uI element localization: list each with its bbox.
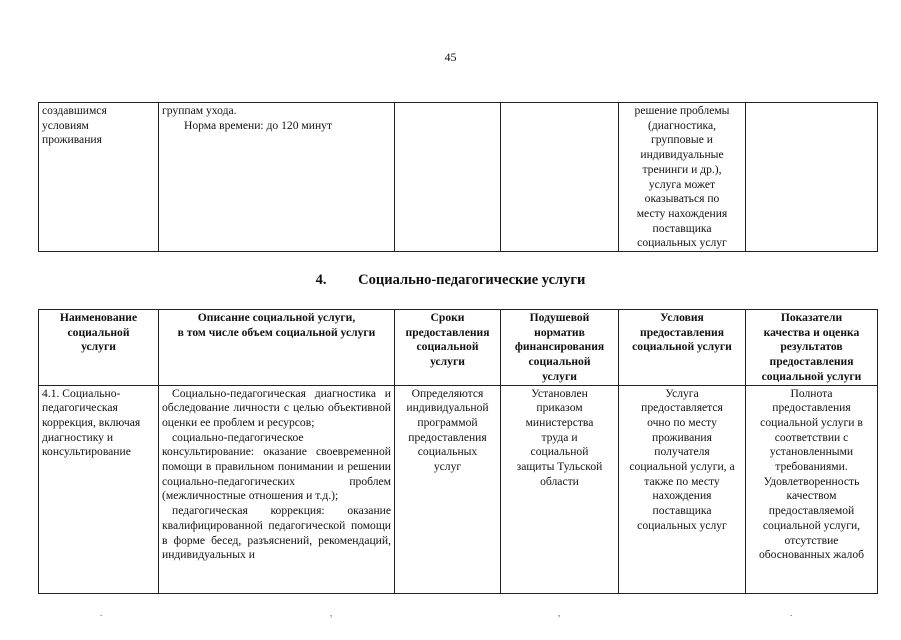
text-line: услуга может	[648, 177, 716, 191]
header-line: услуги	[81, 340, 116, 354]
header-line: услуги	[542, 369, 577, 383]
text-line: создавшимся	[42, 104, 107, 117]
text-line: социальных	[417, 445, 478, 459]
section-heading	[0, 272, 901, 289]
cell-conditions	[619, 385, 746, 593]
text-line: диагностику и	[42, 430, 114, 444]
text-line: области	[540, 474, 579, 488]
header-line: норматив	[534, 325, 585, 339]
cell-service-name	[39, 103, 159, 252]
cell-terms	[395, 385, 501, 593]
text-line: индивидуальной	[406, 401, 489, 415]
header-line: социальной услуги	[632, 340, 732, 354]
text-line: получателя	[654, 445, 710, 459]
header-line: Сроки	[430, 311, 465, 324]
text-line: установленными	[769, 445, 854, 459]
section-number: 4.	[315, 272, 327, 288]
header-indicators	[746, 310, 878, 386]
text-line: группам ухода.	[162, 104, 237, 117]
cell-empty	[395, 103, 501, 252]
time-norm: Норма времени: до 120 минут	[184, 118, 333, 132]
header-line: Показатели	[780, 311, 843, 324]
text-line: социальной	[530, 445, 589, 459]
page-number: 45	[444, 50, 457, 64]
text-line: соответствии с	[774, 430, 849, 444]
text-line: решение проблемы	[634, 104, 730, 117]
header-line: Наименование	[59, 311, 138, 324]
text-line: индивидуальные	[640, 148, 724, 162]
header-line: предоставления	[769, 355, 854, 369]
text-line: Определяются	[411, 386, 484, 400]
header-description	[159, 310, 395, 386]
cell-description	[159, 385, 395, 593]
header-line: финансирования	[514, 340, 605, 354]
text-line: предоставляемой	[768, 504, 855, 518]
table-row	[39, 385, 878, 593]
text-line: педагогическая	[42, 401, 118, 415]
text-line: предоставления	[772, 401, 851, 415]
header-line: Описание социальной услуги,	[197, 311, 356, 324]
header-terms	[395, 310, 501, 386]
text-line: 4.1. Социально-	[42, 386, 121, 400]
text-line: программой	[417, 415, 478, 429]
header-line: в том числе объем социальной услуги	[177, 325, 376, 339]
text-line: качеством	[786, 489, 837, 503]
cell-indicators	[746, 385, 878, 593]
text-line: (диагностика,	[647, 118, 717, 132]
header-funding	[501, 310, 619, 386]
section-title: Социально-педагогические услуги	[358, 272, 586, 288]
scan-artifact: ,	[558, 608, 561, 618]
header-line: Подушевой	[529, 311, 590, 324]
text-line: социальной услуги в	[760, 415, 863, 429]
text-line: отсутствие	[784, 533, 839, 547]
header-line: качества и оценка	[763, 325, 860, 339]
header-line: социальной	[416, 340, 479, 354]
text-line: социальных услуг	[637, 518, 727, 532]
text-line: Установлен	[531, 386, 588, 400]
text-line: оказываться по	[644, 192, 720, 206]
services-table	[38, 309, 878, 594]
text-line: поставщика	[652, 504, 712, 518]
header-line: социальной	[67, 325, 130, 339]
text-line: коррекция, включая	[42, 415, 141, 429]
text-line: очно по месту	[647, 415, 717, 429]
header-line: социальной услуги	[761, 369, 862, 383]
header-line: результатов	[780, 340, 843, 354]
description-paragraph: педагогическая коррекция: оказание квалифицированной педагогической помощи в форме бесед, разъяснений, рекомендаций, индивидуальных и	[162, 504, 391, 562]
header-service-name	[39, 310, 159, 386]
cell-service-name	[39, 385, 159, 593]
text-line: поставщика	[652, 221, 712, 235]
cell-description	[159, 103, 395, 252]
text-line: министерства	[525, 415, 594, 429]
cell-empty	[746, 103, 878, 252]
header-conditions	[619, 310, 746, 386]
scan-artifact: .	[100, 608, 103, 618]
table-row	[39, 103, 878, 252]
text-line: предоставления	[408, 430, 487, 444]
header-line: предоставления	[640, 325, 724, 339]
text-line: Услуга	[665, 386, 699, 400]
header-line: услуги	[430, 355, 465, 369]
scan-artifact: ,	[330, 608, 333, 618]
cell-conditions	[619, 103, 746, 252]
text-line: также по месту	[644, 474, 720, 488]
description-paragraph: социально-педагогическое консультирование: оказание своевременной помощи в правильном понимании и решении социально-педагогических проблем (межличностные отношения и т.д.);	[162, 430, 391, 503]
text-line: Полнота	[790, 386, 833, 400]
text-line: труда и	[541, 430, 578, 444]
scan-artifact: .	[790, 608, 793, 618]
cell-funding	[501, 385, 619, 593]
text-line: проживания	[42, 133, 102, 147]
text-line: Удовлетворенность	[763, 474, 860, 488]
text-line: нахождения	[652, 489, 712, 503]
header-line: предоставления	[405, 325, 490, 339]
text-line: социальной услуги, а	[629, 460, 735, 474]
text-line: приказом	[536, 401, 583, 415]
header-line: социальной	[528, 355, 591, 369]
text-line: требованиями.	[775, 460, 848, 474]
text-line: социальной услуги,	[762, 518, 861, 532]
continuation-table	[38, 102, 878, 252]
text-line: месту нахождения	[636, 206, 728, 220]
text-line: тренинги и др.),	[642, 162, 722, 176]
text-line: защиты Тульской	[516, 460, 603, 474]
header-line: Условия	[660, 311, 704, 324]
text-line: услуг	[433, 460, 462, 474]
text-line: групповые и	[651, 133, 713, 147]
cell-empty	[501, 103, 619, 252]
header-row	[39, 310, 878, 386]
text-line: предоставляется	[641, 401, 723, 415]
description-paragraph: Социально-педагогическая диагностика и обследование личности с целью объективной оценки ее проблем и ресурсов;	[162, 386, 391, 429]
text-line: социальных услуг	[637, 236, 727, 250]
text-line: обоснованных жалоб	[758, 548, 865, 562]
text-line: условиям	[42, 118, 89, 132]
text-line: проживания	[652, 430, 712, 444]
text-line: консультирование	[42, 445, 131, 459]
